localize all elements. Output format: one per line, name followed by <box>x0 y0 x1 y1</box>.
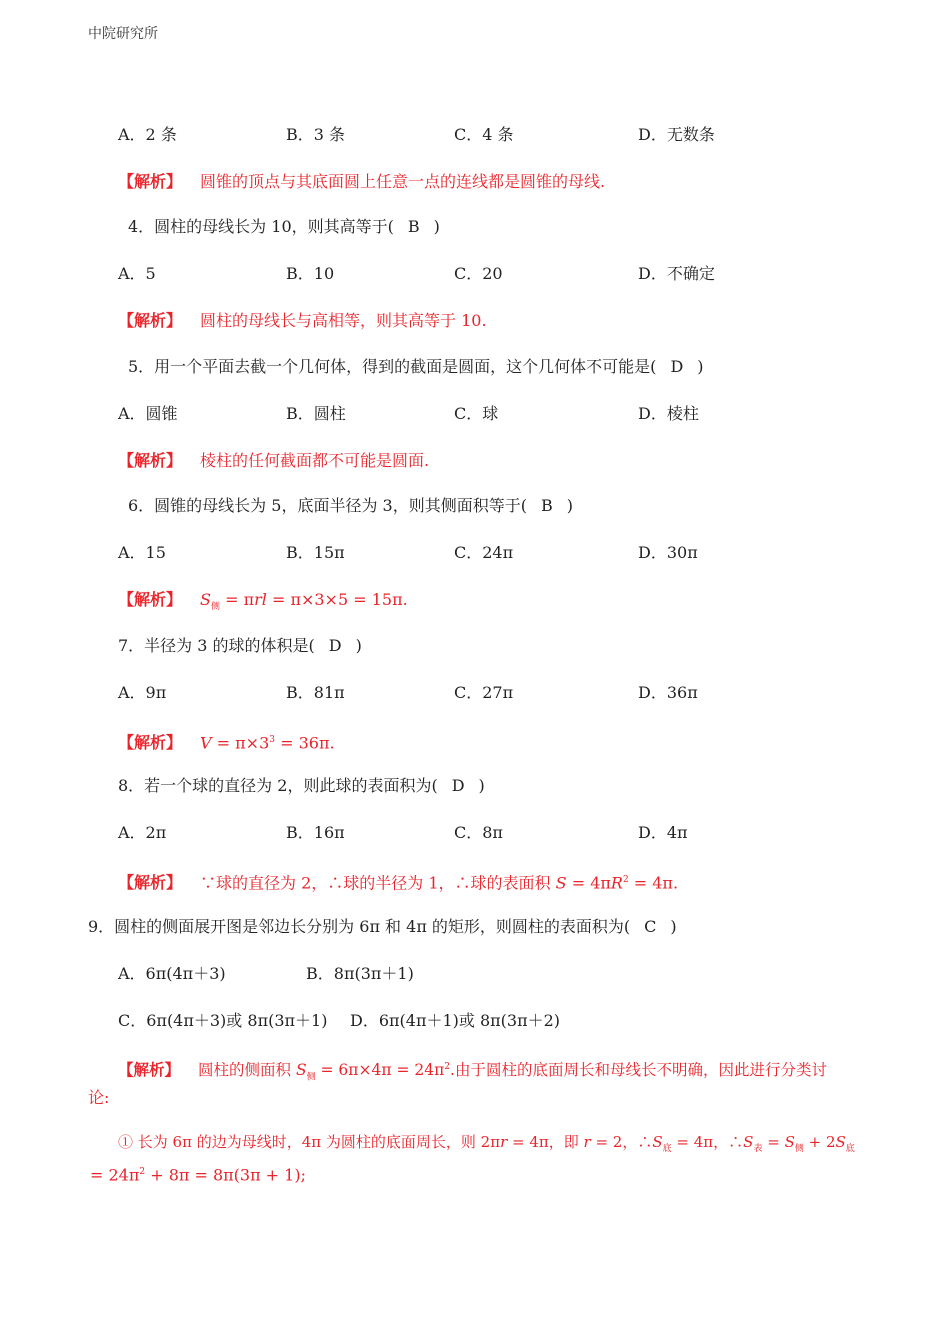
q9-solution-line1 <box>118 1057 827 1087</box>
q9-answer: C <box>644 917 657 936</box>
q9-sol1-sup: 2 <box>444 1062 451 1072</box>
q9-option-a: A．6π(4π＋3) <box>118 964 226 983</box>
q8-sol-mid: = 4π <box>566 873 611 893</box>
solution-tag: 【解析】 <box>118 733 183 753</box>
q9-option-c: C．6π(4π＋3)或 8π(3π＋1) <box>118 1011 328 1030</box>
q6-stem-text: 6．圆锥的母线长为 5，底面半径为 3，则其侧面积等于( <box>128 496 527 515</box>
q4-solution-text: 圆柱的母线长与高相等，则其高等于 10. <box>200 311 487 330</box>
q8-sol-r: R <box>610 873 623 893</box>
q9-case1-s2: S <box>743 1133 754 1151</box>
q4-solution <box>118 311 487 331</box>
q9-case1-sub1: 底 <box>662 1144 672 1154</box>
q3-option-a: A．2 条 <box>118 125 177 144</box>
q6-option-c: C．24π <box>454 543 514 562</box>
q5-solution <box>118 451 429 471</box>
q9-case1-mid5: + 2 <box>803 1133 836 1151</box>
q9-case1b-pre: = 24π <box>90 1165 140 1185</box>
q9-stem-text: 9．圆柱的侧面展开图是邻边长分别为 6π 和 4π 的矩形，则圆柱的表面积为( <box>88 917 631 936</box>
q8-close: ) <box>478 776 485 795</box>
q8-stem <box>118 776 485 796</box>
q6-solution <box>118 590 408 617</box>
solution-tag: 【解析】 <box>118 172 183 191</box>
q7-stem-text: 7．半径为 3 的球的体积是( <box>118 636 315 655</box>
q8-option-d: D．4π <box>638 823 688 842</box>
q9-sol1-s: S <box>295 1061 307 1080</box>
q9-case1-r2: r <box>583 1133 591 1151</box>
q6-sol-rl: rl <box>254 590 267 609</box>
q3-option-b: B．3 条 <box>286 125 346 144</box>
solution-tag: 【解析】 <box>118 451 183 470</box>
q8-answer: D <box>451 776 465 795</box>
q7-option-a: A．9π <box>118 683 167 702</box>
q7-sol-v: V <box>200 733 212 753</box>
q9-option-d: D．6π(4π＋1)或 8π(3π＋2) <box>350 1011 561 1030</box>
q9-sol1-pre: 圆柱的侧面积 <box>198 1061 296 1080</box>
q6-sol-sub: 侧 <box>210 602 220 613</box>
q7-answer: D <box>328 636 342 655</box>
q7-stem <box>118 636 362 656</box>
q6-option-d: D．30π <box>638 543 698 562</box>
q5-option-a: A．圆锥 <box>118 404 178 423</box>
q9-case1-mid4: = <box>762 1133 785 1151</box>
q5-option-c: C．球 <box>454 404 499 423</box>
q4-stem-text: 4．圆柱的母线长为 10，则其高等于( <box>128 217 394 236</box>
q6-close: ) <box>566 496 573 515</box>
q7-option-d: D．36π <box>638 683 698 702</box>
q8-stem-text: 8．若一个球的直径为 2，则此球的表面积为( <box>118 776 438 795</box>
q8-sol-sup: 2 <box>622 875 629 885</box>
q7-option-b: B．81π <box>286 683 345 702</box>
q7-close: ) <box>355 636 362 655</box>
q9-case1b-sup: 2 <box>139 1167 146 1177</box>
q3-option-d: D．无数条 <box>638 125 715 144</box>
q8-option-c: C．8π <box>454 823 503 842</box>
q4-close: ) <box>433 217 440 236</box>
q7-sol-sup: 3 <box>269 735 275 745</box>
q5-close: ) <box>697 357 704 376</box>
q9-case1-sub4: 底 <box>845 1144 855 1154</box>
q9-sol1-mid: = 6π×4π = 24π <box>315 1061 445 1080</box>
q9-case1-line2 <box>90 1162 306 1185</box>
q4-option-a: A．5 <box>118 264 156 283</box>
q7-sol-mid: = π×3 <box>211 733 270 753</box>
q9-case1-r: r <box>500 1133 508 1151</box>
q7-solution <box>118 730 335 753</box>
q9-case1-line1 <box>118 1132 855 1159</box>
q9-close: ) <box>670 917 677 936</box>
q5-option-b: B．圆柱 <box>286 404 346 423</box>
q5-answer: D <box>670 357 684 376</box>
q9-case1-mid1: = 4π，即 <box>507 1133 584 1151</box>
q8-solution <box>118 870 678 893</box>
q9-sol1-sub: 侧 <box>306 1072 316 1083</box>
q7-option-c: C．27π <box>454 683 514 702</box>
q9-option-b: B．8π(3π＋1) <box>306 964 414 983</box>
q3-solution-text: 圆锥的顶点与其底面圆上任意一点的连线都是圆锥的母线. <box>200 172 606 191</box>
q3-solution <box>118 172 605 192</box>
q8-option-b: B．16π <box>286 823 345 842</box>
q5-option-d: D．棱柱 <box>638 404 699 423</box>
q9-case1-s4: S <box>835 1133 846 1151</box>
q9-sol1-tail: .由于圆柱的底面周长和母线长不明确，因此进行分类讨 <box>450 1061 827 1080</box>
q9-case1-mid3: = 4π，∴ <box>671 1133 744 1151</box>
q6-option-b: B．15π <box>286 543 345 562</box>
q5-solution-text: 棱柱的任何截面都不可能是圆面. <box>200 451 430 470</box>
q9-case1b-tail: + 8π = 8π(3π + 1); <box>145 1165 306 1185</box>
q4-option-d: D．不确定 <box>638 264 715 283</box>
page-header: 中院研究所 <box>88 26 158 42</box>
q5-stem <box>128 357 704 377</box>
q4-answer: B <box>407 217 420 236</box>
solution-tag: 【解析】 <box>118 1060 181 1080</box>
q9-case1-s1: S <box>652 1133 663 1151</box>
q9-case1-mid2: = 2，∴ <box>590 1133 653 1151</box>
q8-sol-tail: = 4π. <box>628 873 679 893</box>
q9-solution-line2: 论: <box>88 1088 110 1107</box>
solution-tag: 【解析】 <box>118 311 183 330</box>
q9-case1-sub3: 侧 <box>794 1144 804 1154</box>
q9-case1-s3: S <box>784 1133 795 1151</box>
q5-stem-text: 5．用一个平面去截一个几何体，得到的截面是圆面，这个几何体不可能是( <box>128 357 657 376</box>
q8-sol-s: S <box>555 873 567 893</box>
q9-case1-pre: ① 长为 6π 的边为母线时，4π 为圆柱的底面周长，则 2π <box>118 1133 501 1151</box>
q4-stem <box>128 217 440 237</box>
solution-tag: 【解析】 <box>118 873 183 893</box>
q4-option-b: B．10 <box>286 264 335 283</box>
q4-option-c: C．20 <box>454 264 503 283</box>
q6-sol-s: S <box>200 590 211 609</box>
q8-option-a: A．2π <box>118 823 167 842</box>
q9-stem <box>88 917 677 937</box>
solution-tag: 【解析】 <box>118 590 183 609</box>
q3-option-c: C．4 条 <box>454 125 514 144</box>
q6-answer: B <box>540 496 553 515</box>
q6-sol-rest: = π <box>220 590 255 609</box>
q6-sol-tail: = π×3×5 = 15π. <box>266 590 408 609</box>
q8-sol-pre: ∵球的直径为 2，∴球的半径为 1，∴球的表面积 <box>200 873 556 893</box>
q6-stem <box>128 496 573 516</box>
q6-option-a: A．15 <box>118 543 166 562</box>
q7-sol-tail: = 36π. <box>275 733 335 753</box>
q9-case1-sub2: 表 <box>753 1144 763 1154</box>
